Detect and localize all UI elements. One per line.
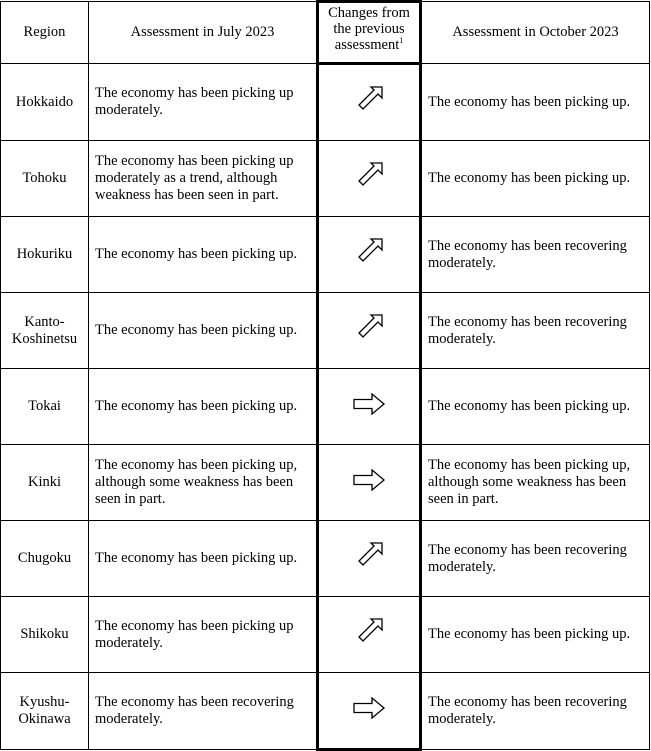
region-cell <box>1 217 89 293</box>
change-cell <box>318 141 421 217</box>
header-change-line3 <box>319 37 419 53</box>
change-cell <box>318 673 421 750</box>
header-change-line1: Changes from <box>328 5 410 21</box>
region-name: Chugoku <box>17 550 72 566</box>
region-cell <box>1 64 89 141</box>
region-name: Tokai <box>28 398 61 414</box>
region-name: Hokkaido <box>15 93 74 110</box>
region-name: Tohoku <box>22 170 67 186</box>
up-right-arrow-icon <box>353 236 385 268</box>
table-row <box>1 673 650 750</box>
table-row <box>1 597 650 673</box>
change-cell <box>318 445 421 521</box>
up-right-arrow-icon <box>353 160 385 192</box>
change-cell <box>318 369 421 445</box>
header-change-line3-text: assessment <box>334 37 400 53</box>
october-assessment-cell: The economy has been recovering moderately. <box>421 293 650 369</box>
region-name-line2: Okinawa <box>18 711 71 727</box>
region-cell <box>1 369 89 445</box>
table-row <box>1 521 650 597</box>
july-assessment-cell: The economy has been picking up. <box>89 521 318 597</box>
up-right-arrow-icon <box>353 540 385 572</box>
july-assessment-cell: The economy has been picking up. <box>89 217 318 293</box>
header-july: Assessment in July 2023 <box>89 2 318 64</box>
july-assessment-cell: The economy has been picking up moderately. <box>89 597 318 673</box>
july-assessment-cell: The economy has been picking up, although some weakness has been seen in part. <box>89 445 318 521</box>
october-assessment-cell: The economy has been recovering moderately. <box>421 521 650 597</box>
up-right-arrow-icon <box>353 84 385 116</box>
change-cell <box>318 521 421 597</box>
footnote-marker: 1 <box>399 36 404 46</box>
july-assessment-cell: The economy has been picking up moderately. <box>89 64 318 141</box>
october-assessment-cell: The economy has been picking up, although some weakness has been seen in part. <box>421 445 650 521</box>
region-cell <box>1 597 89 673</box>
region-name: Shikoku <box>20 626 69 642</box>
region-name: Hokuriku <box>16 246 73 262</box>
header-region: Region <box>1 2 89 64</box>
table-row <box>1 293 650 369</box>
change-cell <box>318 293 421 369</box>
october-assessment-cell: The economy has been recovering moderately. <box>421 673 650 750</box>
header-row <box>1 2 650 64</box>
october-assessment-cell: The economy has been picking up. <box>421 369 650 445</box>
table-row <box>1 217 650 293</box>
region-cell <box>1 445 89 521</box>
header-october: Assessment in October 2023 <box>421 2 650 64</box>
header-change <box>318 2 421 64</box>
table-row <box>1 369 650 445</box>
july-assessment-cell: The economy has been picking up. <box>89 293 318 369</box>
region-name: Kanto- <box>24 313 65 330</box>
right-arrow-icon <box>352 468 386 492</box>
up-right-arrow-icon <box>353 616 385 648</box>
change-cell <box>318 217 421 293</box>
table-row <box>1 64 650 141</box>
table-row <box>1 445 650 521</box>
july-assessment-cell: The economy has been picking up moderately as a trend, although weakness has been seen in part. <box>89 141 318 217</box>
region-cell <box>1 673 89 750</box>
region-name-line2: Koshinetsu <box>11 330 78 347</box>
region-cell <box>1 521 89 597</box>
region-name: Kinki <box>27 474 62 490</box>
region-cell <box>1 141 89 217</box>
right-arrow-icon <box>352 696 386 720</box>
region-name: Kyushu- <box>19 694 70 710</box>
change-cell <box>318 597 421 673</box>
october-assessment-cell: The economy has been picking up. <box>421 597 650 673</box>
change-cell <box>318 64 421 141</box>
october-assessment-cell: The economy has been recovering moderately. <box>421 217 650 293</box>
october-assessment-cell: The economy has been picking up. <box>421 141 650 217</box>
july-assessment-cell: The economy has been picking up. <box>89 369 318 445</box>
table-row <box>1 141 650 217</box>
october-assessment-cell: The economy has been picking up. <box>421 64 650 141</box>
header-change-line2: the previous <box>333 21 405 37</box>
region-cell <box>1 293 89 369</box>
up-right-arrow-icon <box>353 312 385 344</box>
july-assessment-cell: The economy has been recovering moderately. <box>89 673 318 750</box>
right-arrow-icon <box>352 392 386 416</box>
